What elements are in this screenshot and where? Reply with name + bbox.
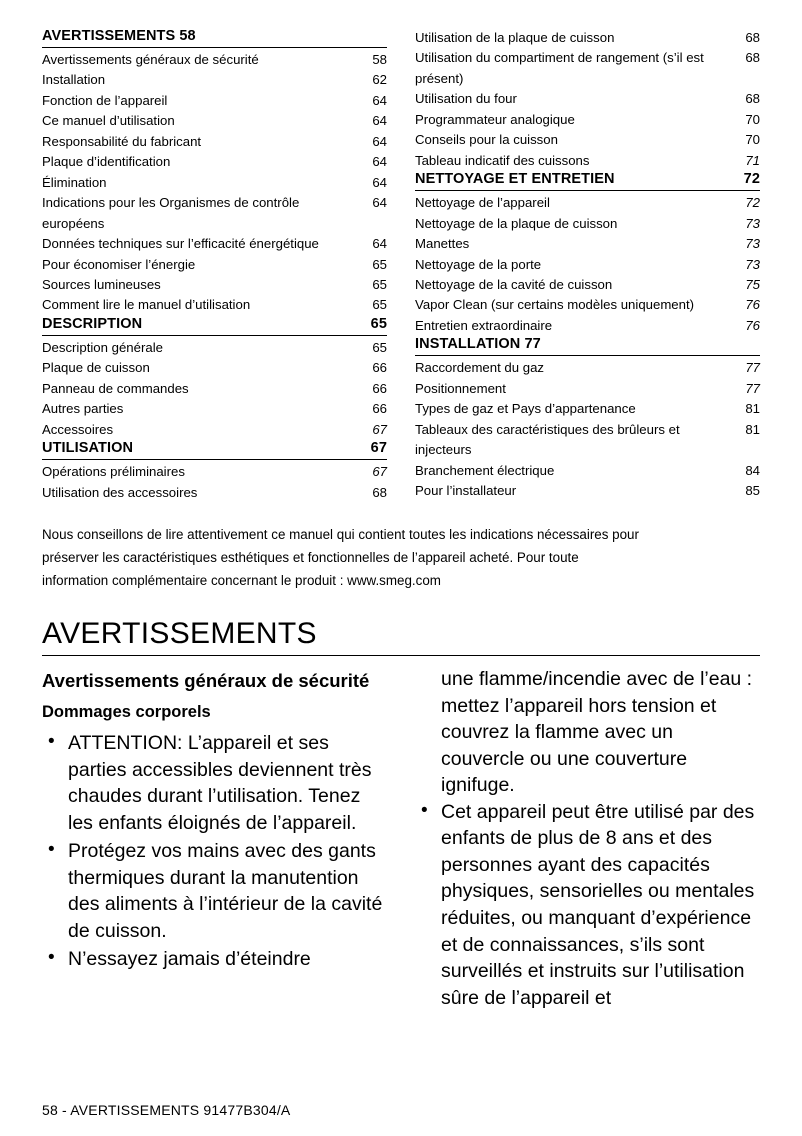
toc-entry-title: Ce manuel d’utilisation (42, 113, 175, 129)
toc-entry-page: 66 (372, 360, 387, 376)
toc-entry-page: 67 (372, 421, 387, 437)
toc-entry-page: 66 (372, 401, 387, 417)
toc-entry[interactable] (42, 379, 387, 399)
toc-entry[interactable] (415, 234, 760, 254)
section-heading: Avertissements généraux de sécurité (42, 670, 370, 692)
toc-heading-title: AVERTISSEMENTS 58 (42, 28, 196, 44)
toc-entry-page: 81 (745, 401, 760, 417)
toc-heading (42, 28, 387, 48)
toc-entry[interactable] (42, 50, 387, 70)
toc-entry-title: Tableau indicatif des cuissons (415, 152, 590, 168)
toc-entry-title: Types de gaz et Pays d’appartenance (415, 401, 636, 417)
toc-entry-page: 68 (745, 50, 760, 66)
toc-heading-title: UTILISATION (42, 440, 134, 457)
toc-entry-title: Pour l’installateur (415, 483, 517, 499)
toc-entry-page: 64 (372, 154, 387, 170)
toc-entry[interactable] (42, 255, 387, 275)
toc-entry-title: Installation (42, 72, 106, 88)
toc-heading-title: DESCRIPTION (42, 315, 143, 332)
toc-entry-title: Positionnement (415, 380, 506, 396)
toc-entry[interactable] (415, 193, 760, 213)
intro-line-3: information complémentaire concernant le produit : www.smeg.com (42, 572, 441, 588)
toc-entry-page: 77 (745, 360, 760, 376)
list-item-continuation: une flamme/incendie avec de l’eau : mettez l’appareil hors tension et couvrez la flamme avec un couvercle ou une couverture ignifuge. (441, 668, 753, 797)
toc-entry-page: 71 (745, 152, 760, 168)
toc-entry[interactable] (42, 193, 387, 234)
toc-entry[interactable] (415, 151, 760, 171)
toc-entry-title: Fonction de l’appareil (42, 92, 168, 108)
toc-entry-page: 67 (372, 464, 387, 480)
toc-entry-page: 65 (372, 256, 387, 272)
toc-entry[interactable] (42, 483, 387, 503)
toc-column-right (415, 28, 760, 502)
warning-list-right (415, 799, 760, 1011)
toc-entry-title: Raccordement du gaz (415, 360, 545, 376)
toc-entry-page: 64 (372, 195, 387, 211)
toc-entry-title: Utilisation de la plaque de cuisson (415, 30, 615, 45)
table-of-contents (42, 28, 760, 503)
toc-heading (415, 171, 760, 191)
toc-entry-page: 76 (745, 297, 760, 313)
toc-entry-title: Nettoyage de l’appareil (415, 195, 550, 211)
toc-heading (42, 316, 387, 336)
toc-entry-title: Nettoyage de la plaque de cuisson (415, 215, 618, 231)
toc-entry[interactable] (415, 316, 760, 336)
toc-entry-title: Indications pour les Organismes de contrôle européens (42, 195, 300, 231)
toc-entry[interactable] (415, 275, 760, 295)
toc-entry-title: Programmateur analogique (415, 111, 575, 127)
toc-entry-title: Opérations préliminaires (42, 464, 185, 480)
toc-entry[interactable] (415, 28, 760, 48)
toc-entry[interactable] (415, 255, 760, 275)
toc-entry[interactable] (42, 111, 387, 131)
toc-entry[interactable] (415, 89, 760, 109)
toc-entry-page: 73 (745, 236, 760, 252)
toc-entry-title: Responsabilité du fabricant (42, 133, 202, 149)
toc-entry-title: Utilisation des accessoires (42, 484, 198, 500)
toc-entry[interactable] (42, 420, 387, 440)
toc-entry[interactable] (42, 275, 387, 295)
toc-entry-title: Avertissements généraux de sécurité (42, 52, 259, 67)
intro-line-2: préserver les caractéristiques esthétiques et fonctionnelles de l’appareil acheté. Pour toute (42, 549, 579, 565)
toc-entry[interactable] (42, 173, 387, 193)
toc-entry[interactable] (415, 399, 760, 419)
body-column-right (415, 666, 760, 1013)
toc-entry[interactable] (42, 152, 387, 172)
toc-entry-title: Description générale (42, 339, 163, 355)
toc-entry-title: Utilisation du four (415, 91, 517, 107)
toc-entry-page: 65 (372, 297, 387, 313)
toc-entry[interactable] (415, 461, 760, 481)
page-title: AVERTISSEMENTS (42, 617, 760, 656)
toc-entry-title: Manettes (415, 236, 470, 252)
toc-entry-title: Nettoyage de la porte (415, 256, 542, 272)
toc-entry-page: 84 (745, 462, 760, 478)
list-item: • Cet appareil peut être utilisé par des enfants de plus de 8 ans et des personnes ayant des capacités physiques, sensorielles ou mentales réduites, ou manquant d’expérience et de connaissances, s’ils sont surveillés et instruits sur l’utilisation sûre de l’appareil et (415, 799, 760, 1011)
toc-entry[interactable] (42, 132, 387, 152)
toc-entry-page: 65 (372, 339, 387, 355)
toc-entry-page: 76 (745, 317, 760, 333)
toc-entry-title: Plaque d’identification (42, 154, 171, 170)
toc-entry[interactable] (415, 481, 760, 501)
page-footer: 58 - AVERTISSEMENTS 91477B304/A (42, 1102, 291, 1118)
intro-line-1: Nous conseillons de lire attentivement ce manuel qui contient toutes les indications nécessaires pour (42, 527, 639, 543)
toc-entry-page: 77 (745, 380, 760, 396)
toc-heading-page: 72 (743, 171, 760, 188)
toc-entry[interactable] (42, 91, 387, 111)
toc-heading (42, 440, 387, 460)
body-column-left (42, 666, 387, 1013)
toc-entry-title: Conseils pour la cuisson (415, 132, 558, 148)
toc-entry[interactable] (415, 379, 760, 399)
toc-entry-page: 64 (372, 174, 387, 190)
toc-entry-page: 64 (372, 92, 387, 108)
toc-entry[interactable] (415, 214, 760, 234)
toc-entry[interactable] (415, 420, 760, 461)
toc-entry-title: Vapor Clean (sur certains modèles uniquement) (415, 297, 695, 313)
toc-entry-page: 73 (745, 215, 760, 231)
toc-entry-title: Élimination (42, 174, 107, 190)
list-item: • ATTENTION: L’appareil et ses parties accessibles deviennent très chaudes durant l’utilisation. Tenez les enfants éloignés de l’appareil. (42, 730, 387, 836)
toc-entry-page: 70 (745, 132, 760, 148)
toc-entry-title: Entretien extraordinaire (415, 317, 553, 333)
toc-entry-title: Nettoyage de la cavité de cuisson (415, 276, 613, 292)
toc-entry[interactable] (415, 295, 760, 315)
body-columns (42, 666, 760, 1013)
toc-entry[interactable] (42, 70, 387, 90)
toc-entry[interactable] (415, 130, 760, 150)
list-item: • Protégez vos mains avec des gants thermiques durant la manutention des aliments à l’intérieur de la cavité de cuisson. (42, 838, 387, 944)
toc-entry-title: Comment lire le manuel d’utilisation (42, 297, 251, 313)
toc-heading-title: NETTOYAGE ET ENTRETIEN (415, 171, 615, 188)
toc-entry-page: 68 (745, 30, 760, 45)
toc-entry-title: Utilisation du compartiment de rangement (s’il est présent) (415, 50, 704, 86)
toc-heading-page: 65 (370, 315, 387, 332)
toc-entry-page: 68 (372, 484, 387, 500)
intro-paragraph (42, 525, 760, 591)
toc-entry-title: Panneau de commandes (42, 380, 189, 396)
toc-entry[interactable] (42, 462, 387, 482)
toc-entry-page: 81 (745, 421, 760, 437)
toc-entry[interactable] (42, 338, 387, 358)
toc-entry[interactable] (415, 48, 760, 89)
toc-heading (415, 336, 760, 356)
toc-column-left (42, 28, 387, 503)
toc-heading-page: 67 (370, 440, 387, 457)
toc-entry-page: 62 (372, 72, 387, 88)
toc-entry-page: 64 (372, 236, 387, 252)
toc-entry[interactable] (42, 358, 387, 378)
toc-entry-page: 64 (372, 133, 387, 149)
toc-entry-page: 66 (372, 380, 387, 396)
warning-list-left (42, 730, 387, 973)
toc-entry-page: 70 (745, 111, 760, 127)
toc-entry-title: Données techniques sur l’efficacité énergétique (42, 236, 319, 252)
toc-entry-page: 73 (745, 256, 760, 272)
toc-entry-title: Autres parties (42, 401, 124, 417)
toc-entry-page: 58 (372, 52, 387, 67)
toc-entry[interactable] (415, 358, 760, 378)
toc-entry-title: Accessoires (42, 421, 114, 437)
toc-entry-page: 68 (745, 91, 760, 107)
toc-entry-title: Sources lumineuses (42, 276, 161, 292)
toc-entry-page: 64 (372, 113, 387, 129)
list-item: • N’essayez jamais d’éteindre (42, 946, 387, 973)
toc-entry[interactable] (42, 399, 387, 419)
subsection-heading: Dommages corporels (42, 702, 211, 721)
toc-entry-title: Branchement électrique (415, 462, 555, 478)
toc-entry-title: Plaque de cuisson (42, 360, 150, 376)
toc-entry-page: 75 (745, 276, 760, 292)
toc-entry-page: 72 (745, 195, 760, 211)
toc-entry-title: Pour économiser l’énergie (42, 256, 196, 272)
toc-heading-title: INSTALLATION 77 (415, 336, 541, 353)
toc-entry[interactable] (42, 234, 387, 254)
toc-entry-page: 85 (745, 483, 760, 499)
toc-entry-page: 65 (372, 276, 387, 292)
toc-entry[interactable] (415, 110, 760, 130)
toc-entry-title: Tableaux des caractéristiques des brûleurs et injecteurs (415, 421, 680, 458)
toc-entry[interactable] (42, 295, 387, 315)
